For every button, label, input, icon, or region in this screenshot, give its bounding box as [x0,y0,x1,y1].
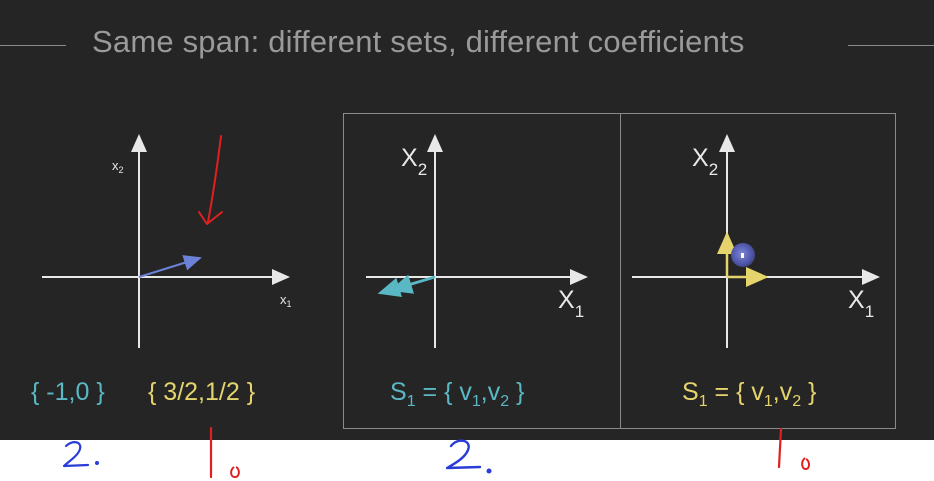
plot3-x-label: $X_1$ [848,286,875,321]
ink-red-arrow [208,136,221,222]
plot2-x-label: $X_1$ [558,286,585,321]
plot2-y-label: $X_2$ [401,144,428,179]
ink-dot-1 [95,461,99,465]
ink-zero-2 [802,458,809,469]
coef-label-cyan: { -1,0 } [31,378,105,406]
set-label-cyan: $S_1$ = { $v_1,v_2$ } [390,378,525,410]
ink-two-2 [447,441,480,468]
plot1-y-label: $x_2$ [112,158,124,175]
ink-dot-2 [487,469,492,474]
ink-zero-1 [231,467,239,477]
slide-title: Same span: different sets, different coefficients [92,24,745,59]
plot1-x-label: $x_1$ [280,292,292,309]
ink-two-1 [64,442,88,466]
ink-one-2 [779,429,781,467]
coef-label-yellow: { 3/2,1/2 } [148,378,256,406]
set-label-yellow: $S_1$ = { $v_1,v_2$ } [682,378,817,410]
plot3-y-label: $X_2$ [692,144,719,179]
